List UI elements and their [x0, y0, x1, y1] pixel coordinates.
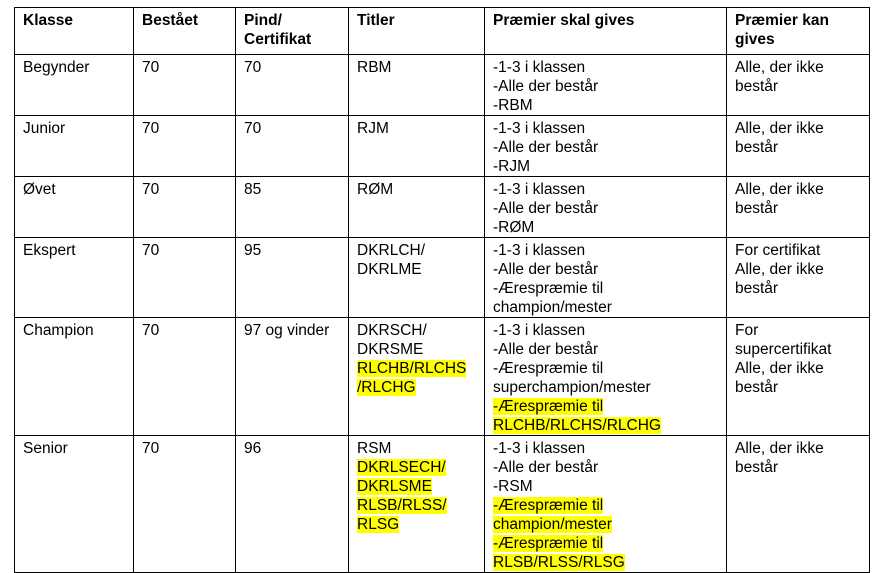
cell-bestaaet: [134, 55, 236, 116]
cell-praemier-kan-gives-line: Alle, der ikke: [735, 59, 824, 76]
table-row: [15, 238, 870, 318]
cell-titler-line: RLSG: [357, 516, 400, 533]
cell-praemier-skal-gives-line: -Alle der består: [493, 261, 599, 278]
cell-praemier-kan-gives-line: Alle, der ikke: [735, 261, 824, 278]
cell-praemier-skal-gives: [485, 177, 727, 238]
cell-praemier-skal-gives-line: -1-3 i klassen: [493, 242, 586, 259]
cell-titler-line: RBM: [357, 59, 392, 76]
cell-titler-line: DKRSME: [357, 341, 424, 358]
cell-praemier-skal-gives-line: -Alle der består: [493, 459, 599, 476]
cell-praemier-skal-gives-line: -1-3 i klassen: [493, 181, 586, 198]
cell-praemier-skal-gives: [485, 55, 727, 116]
cell-pind-certifikat-line: 97 og vinder: [244, 322, 330, 339]
cell-bestaaet: [134, 116, 236, 177]
cell-praemier-kan-gives: [727, 318, 870, 436]
cell-praemier-kan-gives-line: supercertifikat: [735, 341, 832, 358]
cell-praemier-skal-gives-line: -Ærespræmie til: [493, 497, 604, 514]
cell-titler-line: RLSB/RLSS/: [357, 497, 447, 514]
cell-praemier-skal-gives-line: -RSM: [493, 478, 533, 495]
prize-table: [14, 7, 870, 573]
cell-pind-certifikat-line: 96: [244, 440, 262, 457]
cell-titler: [349, 55, 485, 116]
cell-bestaaet-line: 70: [142, 242, 160, 259]
cell-pind-certifikat: [236, 238, 349, 318]
cell-praemier-kan-gives-line: består: [735, 459, 779, 476]
header-bestaaet: Bestået: [134, 8, 236, 55]
cell-pind-certifikat: [236, 55, 349, 116]
cell-praemier-kan-gives-line: består: [735, 200, 779, 217]
header-praemier-skal-gives: Præmier skal gives: [485, 8, 727, 55]
cell-titler-line: RØM: [357, 181, 394, 198]
cell-titler: [349, 436, 485, 573]
cell-bestaaet-line: 70: [142, 59, 160, 76]
table-row: [15, 318, 870, 436]
cell-titler: [349, 116, 485, 177]
cell-klasse-line: Champion: [23, 322, 94, 339]
cell-praemier-skal-gives-line: -1-3 i klassen: [493, 322, 586, 339]
cell-pind-certifikat-line: 70: [244, 120, 262, 137]
cell-titler-line: DKRLSECH/: [357, 459, 446, 476]
cell-praemier-skal-gives-line: -1-3 i klassen: [493, 440, 586, 457]
cell-bestaaet-line: 70: [142, 322, 160, 339]
cell-praemier-kan-gives: [727, 55, 870, 116]
cell-titler-line: DKRLCH/: [357, 242, 426, 259]
cell-praemier-skal-gives-line: -1-3 i klassen: [493, 59, 586, 76]
cell-titler-line: DKRLSME: [357, 478, 432, 495]
cell-titler-line: RLCHB/RLCHS: [357, 360, 467, 377]
cell-praemier-skal-gives-line: -Alle der består: [493, 200, 599, 217]
cell-praemier-skal-gives-line: -RØM: [493, 219, 535, 236]
cell-praemier-kan-gives-line: Alle, der ikke: [735, 440, 824, 457]
cell-klasse: [15, 238, 134, 318]
cell-praemier-skal-gives-line: -Ærespræmie til: [493, 360, 604, 377]
table-row: [15, 177, 870, 238]
table-row: [15, 436, 870, 573]
cell-praemier-kan-gives: [727, 238, 870, 318]
cell-bestaaet-line: 70: [142, 120, 160, 137]
table-row: [15, 55, 870, 116]
cell-praemier-skal-gives: [485, 436, 727, 573]
cell-klasse-line: Begynder: [23, 59, 90, 76]
cell-klasse: [15, 116, 134, 177]
cell-pind-certifikat: [236, 116, 349, 177]
header-titler: Titler: [349, 8, 485, 55]
cell-bestaaet-line: 70: [142, 181, 160, 198]
cell-titler-line: DKRSCH/: [357, 322, 427, 339]
cell-praemier-skal-gives-line: -Ærespræmie til: [493, 398, 604, 415]
header-row: [15, 8, 870, 55]
cell-praemier-kan-gives: [727, 116, 870, 177]
cell-praemier-kan-gives-line: består: [735, 280, 779, 297]
cell-klasse: [15, 55, 134, 116]
cell-praemier-kan-gives-line: består: [735, 78, 779, 95]
table-body: [15, 55, 870, 573]
cell-klasse: [15, 177, 134, 238]
table-row: [15, 116, 870, 177]
cell-praemier-skal-gives-line: -Alle der består: [493, 78, 599, 95]
cell-pind-certifikat: [236, 436, 349, 573]
cell-praemier-kan-gives-line: Alle, der ikke: [735, 360, 824, 377]
cell-praemier-skal-gives-line: RLCHB/RLCHS/RLCHG: [493, 417, 661, 434]
cell-praemier-kan-gives-line: For: [735, 322, 759, 339]
cell-praemier-skal-gives: [485, 318, 727, 436]
cell-bestaaet-line: 70: [142, 440, 160, 457]
cell-bestaaet: [134, 238, 236, 318]
cell-klasse-line: Senior: [23, 440, 68, 457]
cell-praemier-kan-gives-line: består: [735, 379, 779, 396]
header-praemier-kan-gives: Præmier kan gives: [727, 8, 870, 55]
cell-klasse: [15, 436, 134, 573]
cell-praemier-kan-gives-line: Alle, der ikke: [735, 120, 824, 137]
cell-klasse-line: Ekspert: [23, 242, 76, 259]
cell-praemier-skal-gives-line: champion/mester: [493, 516, 612, 533]
cell-pind-certifikat: [236, 318, 349, 436]
cell-praemier-skal-gives-line: -Alle der består: [493, 139, 599, 156]
cell-titler-line: RSM: [357, 440, 392, 457]
cell-klasse: [15, 318, 134, 436]
header-klasse: Klasse: [15, 8, 134, 55]
cell-praemier-skal-gives: [485, 238, 727, 318]
cell-pind-certifikat: [236, 177, 349, 238]
cell-pind-certifikat-line: 85: [244, 181, 262, 198]
cell-praemier-skal-gives-line: -Ærespræmie til: [493, 280, 604, 297]
cell-praemier-skal-gives-line: superchampion/mester: [493, 379, 651, 396]
cell-praemier-skal-gives-line: -Ærespræmie til: [493, 535, 604, 552]
cell-titler-line: /RLCHG: [357, 379, 416, 396]
cell-titler-line: RJM: [357, 120, 389, 137]
cell-pind-certifikat-line: 95: [244, 242, 262, 259]
cell-praemier-kan-gives-line: For certifikat: [735, 242, 821, 259]
cell-praemier-kan-gives: [727, 177, 870, 238]
cell-bestaaet: [134, 436, 236, 573]
cell-praemier-kan-gives-line: består: [735, 139, 779, 156]
cell-praemier-kan-gives-line: Alle, der ikke: [735, 181, 824, 198]
cell-titler: [349, 318, 485, 436]
cell-praemier-kan-gives: [727, 436, 870, 573]
cell-praemier-skal-gives-line: RLSB/RLSS/RLSG: [493, 554, 625, 571]
cell-titler: [349, 238, 485, 318]
cell-klasse-line: Øvet: [23, 181, 56, 198]
cell-titler-line: DKRLME: [357, 261, 422, 278]
cell-praemier-skal-gives-line: champion/mester: [493, 299, 612, 316]
cell-praemier-skal-gives: [485, 116, 727, 177]
cell-praemier-skal-gives-line: -RBM: [493, 97, 533, 114]
cell-klasse-line: Junior: [23, 120, 66, 137]
cell-bestaaet: [134, 177, 236, 238]
cell-bestaaet: [134, 318, 236, 436]
cell-titler: [349, 177, 485, 238]
cell-praemier-skal-gives-line: -1-3 i klassen: [493, 120, 586, 137]
cell-pind-certifikat-line: 70: [244, 59, 262, 76]
cell-praemier-skal-gives-line: -Alle der består: [493, 341, 599, 358]
cell-praemier-skal-gives-line: -RJM: [493, 158, 531, 175]
header-pind-certifikat: Pind/ Certifikat: [236, 8, 349, 55]
